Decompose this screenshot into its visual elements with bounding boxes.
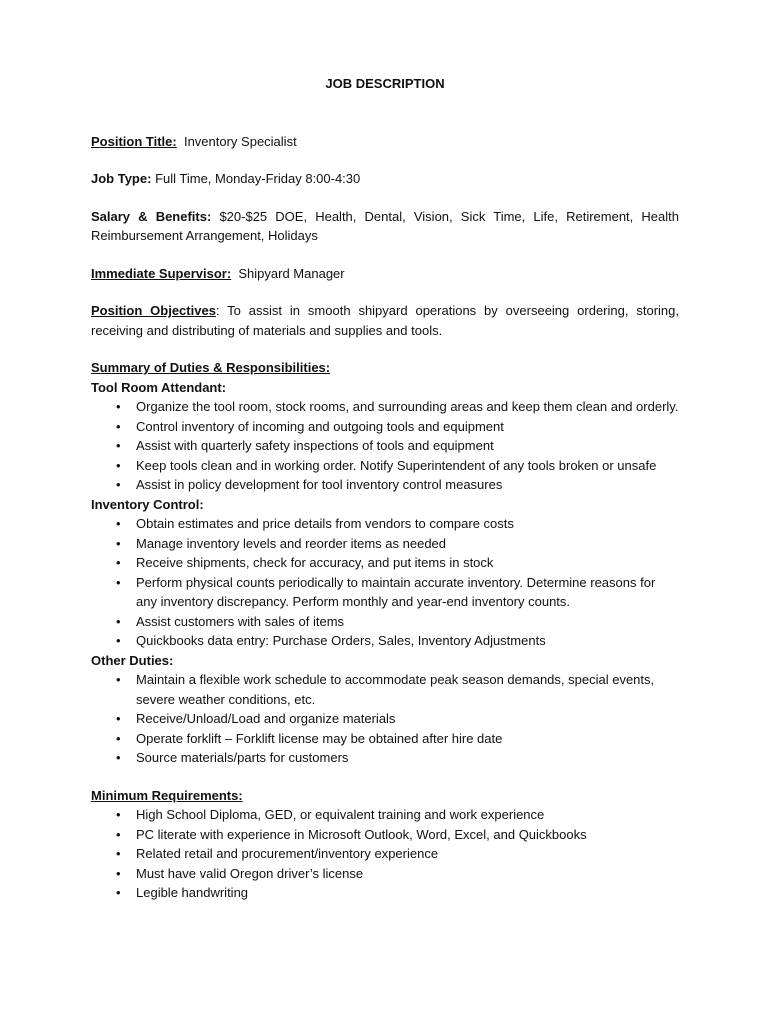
other-duties-heading: Other Duties: xyxy=(91,652,174,668)
salary-label: Salary & Benefits: xyxy=(91,208,212,224)
list-item: • Obtain estimates and price details from vendors to compare costs xyxy=(136,514,679,534)
list-item: • High School Diploma, GED, or equivalent training and work experience xyxy=(136,805,679,825)
list-item: • Manage inventory levels and reorder items as needed xyxy=(136,534,679,554)
list-item: • Operate forklift – Forklift license may be obtained after hire date xyxy=(136,729,679,749)
tool-room-heading: Tool Room Attendant: xyxy=(91,379,227,395)
minimum-requirements-heading: Minimum Requirements: xyxy=(91,787,243,803)
salary-value: $20-$25 DOE, Health, Dental, Vision, Sick Time, Life, Retirement, Health Reimbursement Arrangement, Holidays xyxy=(91,208,679,243)
list-item: • Control inventory of incoming and outgoing tools and equipment xyxy=(136,417,679,437)
list-item: • Related retail and procurement/inventory experience xyxy=(136,844,679,864)
list-item: • PC literate with experience in Microsoft Outlook, Word, Excel, and Quickbooks xyxy=(136,825,679,845)
list-item: • Source materials/parts for customers xyxy=(136,748,679,768)
job-type-label: Job Type: xyxy=(91,171,152,186)
position-title-label: Position Title: xyxy=(91,133,177,149)
objectives-value: : To assist in smooth shipyard operations by overseeing ordering, storing, receiving and distributing of materials and supplies and tools. xyxy=(91,303,679,338)
summary-heading: Summary of Duties & Responsibilities: xyxy=(91,360,331,375)
list-item: • Keep tools clean and in working order. Notify Superintendent of any tools broken or unsafe xyxy=(136,456,679,476)
job-type-value: Full Time, Monday-Friday 8:00-4:30 xyxy=(155,171,361,186)
list-item: • Quickbooks data entry: Purchase Orders, Sales, Inventory Adjustments xyxy=(136,631,679,651)
list-item: • Legible handwriting xyxy=(136,883,679,903)
list-item: • Receive shipments, check for accuracy, and put items in stock xyxy=(136,553,679,573)
list-item: • Maintain a flexible work schedule to accommodate peak season demands, special events, severe weather conditions, etc. xyxy=(136,670,679,709)
document-title: JOB DESCRIPTION xyxy=(325,76,445,91)
supervisor-label: Immediate Supervisor: xyxy=(91,265,232,281)
objectives-field xyxy=(91,301,679,340)
other-duties-list xyxy=(91,670,679,768)
position-title-field xyxy=(91,132,679,152)
supervisor-value: Shipyard Manager xyxy=(238,265,345,281)
minimum-requirements-list xyxy=(91,805,679,903)
tool-room-list xyxy=(91,397,679,495)
inventory-control-list xyxy=(91,514,679,651)
list-item: • Assist customers with sales of items xyxy=(136,612,679,632)
objectives-label: Position Objectives xyxy=(91,303,216,318)
list-item: • Assist in policy development for tool inventory control measures xyxy=(136,475,679,495)
inventory-control-heading: Inventory Control: xyxy=(91,496,204,512)
supervisor-field xyxy=(91,264,679,284)
list-item: • Perform physical counts periodically to maintain accurate inventory. Determine reasons for any inventory discrepancy. Perform monthly and year-end inventory counts. xyxy=(136,573,679,612)
spacer xyxy=(91,768,679,786)
salary-field xyxy=(91,207,679,246)
list-item: • Organize the tool room, stock rooms, and surrounding areas and keep them clean and orderly. xyxy=(136,397,679,417)
list-item: • Must have valid Oregon driver’s license xyxy=(136,864,679,884)
position-title-value: Inventory Specialist xyxy=(183,133,297,149)
list-item: • Assist with quarterly safety inspections of tools and equipment xyxy=(136,436,679,456)
list-item: • Receive/Unload/Load and organize materials xyxy=(136,709,679,729)
job-type-field xyxy=(91,169,679,189)
